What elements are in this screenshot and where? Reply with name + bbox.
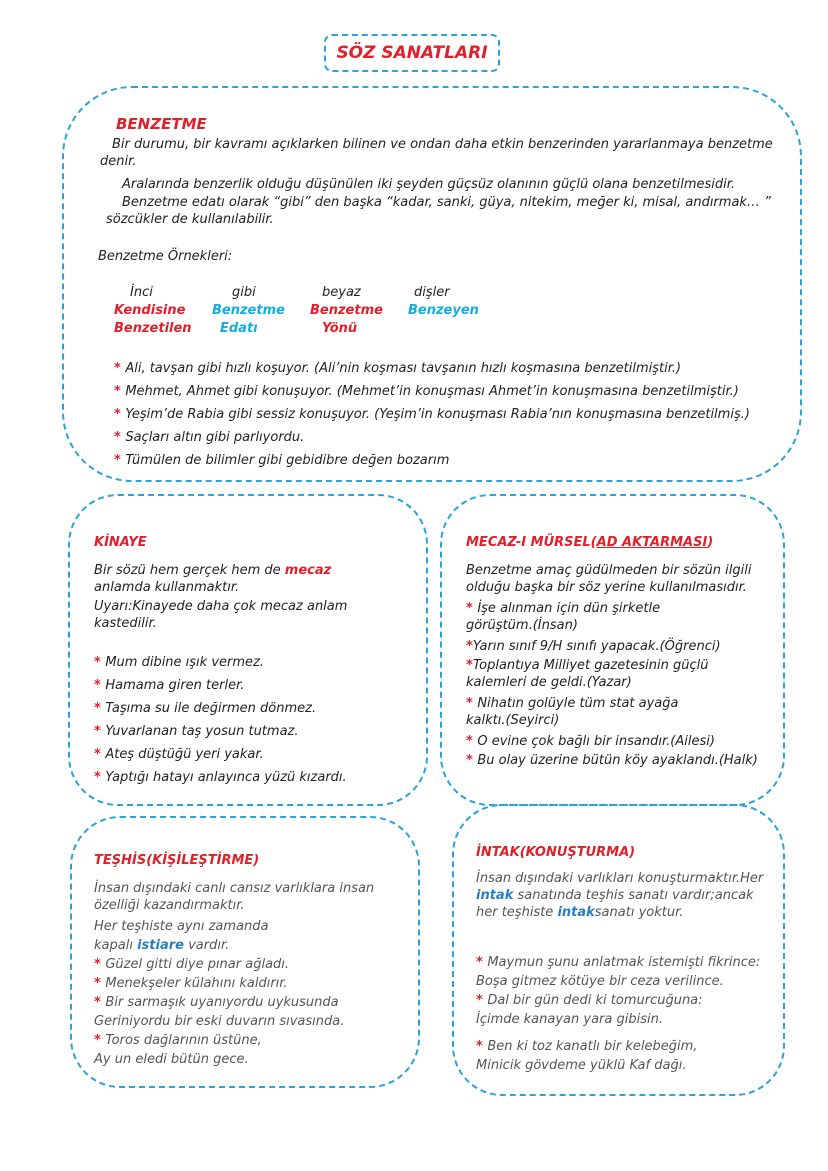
kinaye-example-1: * Mum dibine ışık vermez. [94,655,264,670]
examples-title: Benzetme Örnekleri: [98,249,233,264]
intak-def: İnsan dışındaki varlıkları konuşturmaktır.Her intak sanatında teşhis sanatı vardır;ancak her teşhiste intaksanatı yoktur. [476,871,764,920]
teshis-example-3: * Bir sarmaşık uyanıyordu uykusunda [94,995,339,1010]
intak-section [452,804,785,1096]
teshis-heading: TEŞHİS(KİŞİLEŞTİRME) [94,853,260,868]
role-kendisine: Kendisine [114,303,186,318]
teshis-def1: İnsan dışındaki canlı cansız varlıklara insan özelliği kazandırmaktır. [94,881,375,913]
teshis-example-4-cont: Ay un eledi bütün gece. [94,1052,249,1067]
mecaz-example-2: *Yarın sınıf 9/H sınıfı yapacak.(Öğrenci) [466,639,721,654]
mecaz-example-1: * İşe alınman için dün şirketle görüştüm.(İnsan) [466,601,661,633]
kinaye-example-4: * Yuvarlanan taş yosun tutmaz. [94,724,299,739]
mecaz-example-6: * Bu olay üzerine bütün köy ayaklandı.(Halk) [466,753,758,768]
kinaye-note: Uyarı:Kinayede daha çok mecaz anlam kastedilir. [94,599,348,631]
kinaye-heading: KİNAYE [94,535,147,550]
benzetme-example-3: * Yeşim’de Rabia gibi sessiz konuşuyor. (Yeşim’in konuşması Rabia’nın konuşmasına benzetilmiş.) [114,407,750,422]
teshis-example-3-cont: Geriniyordu bir eski duvarın sıvasında. [94,1014,345,1029]
intak-example-3: * Ben ki toz kanatlı bir kelebeğim, [476,1039,698,1054]
kinaye-example-2: * Hamama giren terler. [94,678,245,693]
intak-example-3-cont: Minicik gövdeme yüklü Kaf dağı. [476,1058,687,1073]
word-inci: İnci [130,285,153,300]
teshis-example-2: * Menekşeler külahını kaldırır. [94,976,288,991]
word-disler: dişler [414,285,450,300]
bullet-star: * [114,430,126,445]
teshis-section [70,816,420,1088]
benzetme-example-5: * Tümülen de bilimler gibi gebidibre değen bozarım [114,453,450,468]
benzetme-section [62,86,802,482]
mecaz-def: Benzetme amaç güdülmeden bir sözün ilgili olduğu başka bir söz yerine kullanılmasıdır. [466,563,752,595]
bullet-star: * [114,384,126,399]
intak-example-2: * Dal bir gün dedi ki tomurcuğuna: [476,993,703,1008]
role-benzeyen: Benzeyen [408,303,479,318]
kinaye-example-3: * Taşıma su ile değirmen dönmez. [94,701,317,716]
teshis-def2: Her teşhiste aynı zamanda [94,919,269,934]
word-beyaz: beyaz [322,285,361,300]
kinaye-section [68,494,428,806]
intak-heading: İNTAK(KONUŞTURMA) [476,845,636,860]
page-title-box [324,34,500,72]
role-benzetme-yon: Benzetme [310,303,383,318]
kinaye-example-6: * Yaptığı hatayı anlayınca yüzü kızardı. [94,770,347,785]
benzetme-def2: Aralarında benzerlik olduğu düşünülen iki şeyden güçsüz olanının güçlü olana benzetilmesidir. [122,177,736,192]
role-edati: Edatı [220,321,258,336]
benzetme-example-1: * Ali, tavşan gibi hızlı koşuyor. (Ali’nin koşması tavşanın hızlı koşmasına benzetilmiştir.) [114,361,682,376]
bullet-star: * [114,361,126,376]
bullet-star: * [114,407,126,422]
teshis-def3: kapalı istiare vardır. [94,938,230,953]
mecaz-example-3: *Toplantıya Milliyet gazetesinin güçlü kalemleri de geldi.(Yazar) [466,658,709,690]
benzetme-example-2: * Mehmet, Ahmet gibi konuşuyor. (Mehmet’in konuşması Ahmet’in konuşmasına benzetilmiştir.) [114,384,739,399]
mecaz-example-5: * O evine çok bağlı bir insandır.(Ailesi) [466,734,715,749]
benzetme-example-4: * Saçları altın gibi parlıyordu. [114,430,305,445]
role-benzetilen: Benzetilen [114,321,192,336]
role-yonu: Yönü [322,321,358,336]
kinaye-def: Bir sözü hem gerçek hem de mecaz anlamda kullanmaktır. [94,563,332,595]
benzetme-def3: Benzetme edatı olarak “gibi” den başka “kadar, sanki, güya, nitekim, meğer ki, misal, andırmak… ” sözcükler de kullanılabilir. [106,195,771,227]
page-title: SÖZ SANATLARI [336,43,488,63]
mecaz-section [440,494,785,806]
mecaz-example-4: * Nihatın golüyle tüm stat ayağa kalktı.(Seyirci) [466,696,679,728]
mecaz-heading: MECAZ-I MÜRSEL(AD AKTARMASI) [466,535,714,550]
word-gibi: gibi [232,285,256,300]
intak-example-1-cont: Boşa gitmez kötüye bir ceza verilince. [476,974,724,989]
bullet-star: * [114,453,126,468]
intak-example-2-cont: İçimde kanayan yara gibisin. [476,1012,663,1027]
kinaye-example-5: * Ateş düştüğü yeri yakar. [94,747,264,762]
benzetme-heading: BENZETME [116,115,207,133]
teshis-example-1: * Güzel gitti diye pınar ağladı. [94,957,290,972]
benzetme-def1: Bir durumu, bir kavramı açıklarken bilinen ve ondan daha etkin benzerinden yararlanmaya benzetme denir. [100,137,773,169]
teshis-example-4: * Toros dağlarının üstüne, [94,1033,262,1048]
role-benzetme-edat: Benzetme [212,303,285,318]
intak-example-1: * Maymun şunu anlatmak istemişti fikrince: [476,955,761,970]
